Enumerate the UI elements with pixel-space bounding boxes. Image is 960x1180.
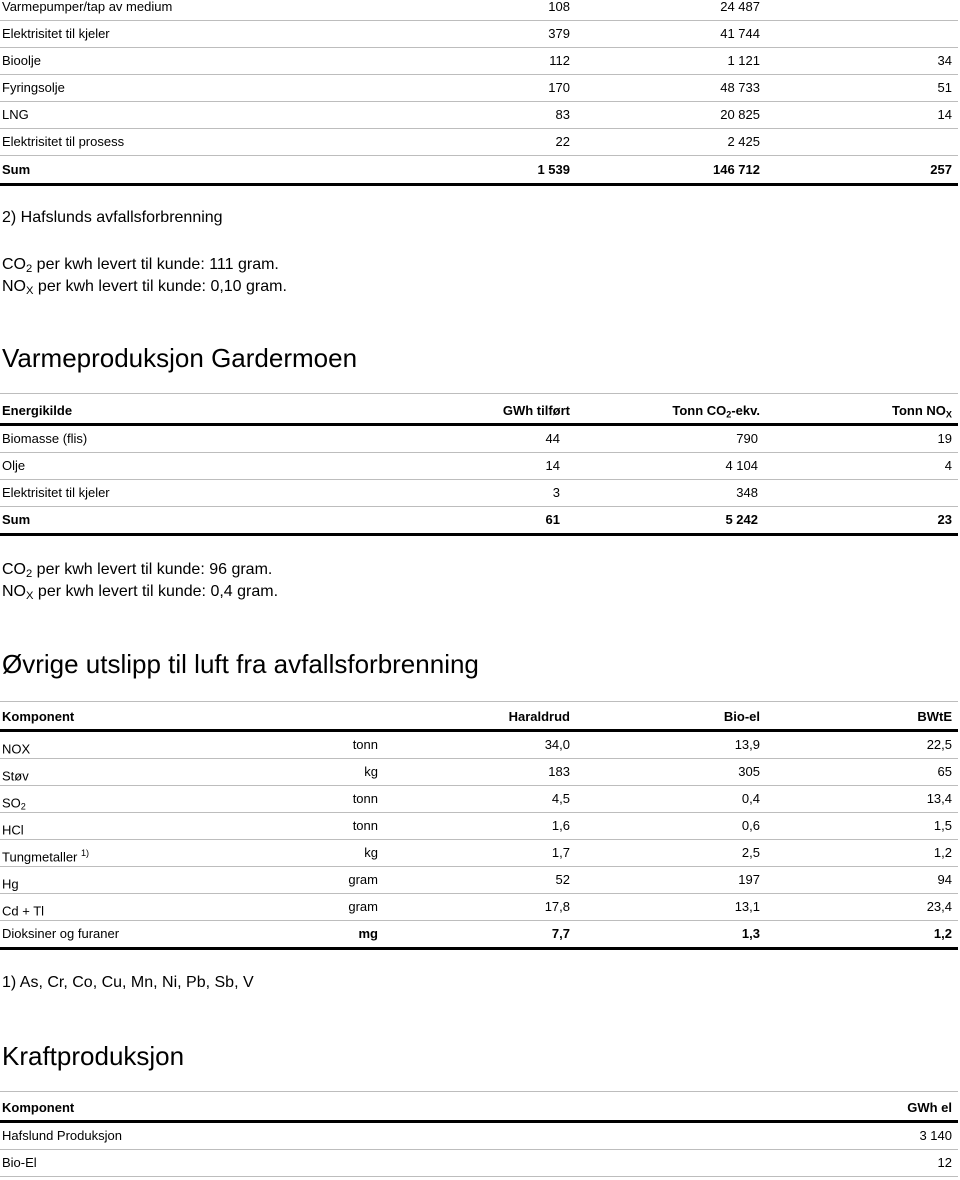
sum-row bbox=[0, 507, 958, 533]
cell-unit: tonn bbox=[352, 791, 378, 806]
header-top-rule bbox=[0, 701, 958, 702]
sum-bottom-rule bbox=[0, 533, 958, 536]
header-gwh-el: GWh el bbox=[907, 1100, 952, 1115]
row-label: Sum bbox=[2, 162, 31, 177]
footnote: 1) As, Cr, Co, Cu, Mn, Ni, Pb, Sb, V bbox=[2, 974, 254, 991]
sum-bottom-rule bbox=[0, 183, 958, 186]
cell-unit: mg bbox=[358, 926, 378, 941]
cell-bwte: 1,5 bbox=[933, 818, 952, 833]
header-bio-el: Bio-el bbox=[723, 709, 760, 724]
cell-nox: 257 bbox=[930, 162, 952, 177]
row-label: Tungmetaller $^{1)}$ bbox=[2, 848, 90, 865]
cell-unit: kg bbox=[364, 845, 378, 860]
cell-haraldrud: 183 bbox=[548, 764, 570, 779]
cell-co2: 41 744 bbox=[720, 26, 760, 41]
cell-bio-el: 2,5 bbox=[741, 845, 760, 860]
row-label: Bio-El bbox=[2, 1155, 37, 1170]
row-label: Cd + Tl bbox=[2, 903, 45, 919]
cell-unit: kg bbox=[364, 764, 378, 779]
sum-row bbox=[0, 157, 958, 183]
cell-co2: 1 121 bbox=[727, 53, 760, 68]
cell-gwh: 22 bbox=[555, 134, 570, 149]
table-header bbox=[0, 704, 958, 730]
header-bwte: BWtE bbox=[917, 709, 952, 724]
table-row bbox=[0, 453, 958, 479]
cell-bwte: 1,2 bbox=[933, 926, 952, 941]
cell-haraldrud: 7,7 bbox=[551, 926, 570, 941]
table-row-last bbox=[0, 921, 958, 947]
cell-bio-el: 0,4 bbox=[741, 791, 760, 806]
cell-co2: 790 bbox=[736, 431, 758, 446]
cell-co2: 4 104 bbox=[725, 458, 758, 473]
cell-nox: 23 bbox=[937, 512, 952, 527]
table-row bbox=[0, 894, 958, 920]
cell-nox: 14 bbox=[937, 107, 952, 122]
cell-bio-el: 305 bbox=[738, 764, 760, 779]
cell-bio-el: 197 bbox=[738, 872, 760, 887]
cell-haraldrud: 34,0 bbox=[544, 737, 570, 752]
nox-per-kwh-note: $NO_X$ per kwh levert til kunde: 0,4 gram. bbox=[2, 583, 279, 602]
cell-unit: gram bbox=[348, 899, 378, 914]
cell-unit: tonn bbox=[352, 737, 378, 752]
cell-nox: 4 bbox=[944, 458, 952, 473]
header-komponent: Komponent bbox=[2, 1100, 75, 1115]
cell-gwh: 44 bbox=[545, 431, 560, 446]
row-divider bbox=[0, 1176, 958, 1177]
table-row bbox=[0, 102, 958, 128]
cell-bwte: 13,4 bbox=[926, 791, 952, 806]
cell-haraldrud: 4,5 bbox=[551, 791, 570, 806]
cell-gwh-el: 3 140 bbox=[919, 1128, 952, 1143]
cell-gwh: 108 bbox=[548, 0, 570, 14]
table-row bbox=[0, 1150, 958, 1176]
row-label: $SO_2$ bbox=[2, 795, 26, 812]
header-gwh: GWh tilført bbox=[502, 403, 570, 418]
cell-haraldrud: 1,7 bbox=[551, 845, 570, 860]
cell-gwh: 170 bbox=[548, 80, 570, 95]
cell-gwh: 14 bbox=[545, 458, 560, 473]
cell-gwh: 61 bbox=[545, 512, 560, 527]
cell-bio-el: 13,9 bbox=[734, 737, 760, 752]
row-label: Hafslund Produksjon bbox=[2, 1128, 122, 1143]
cell-bio-el: 13,1 bbox=[734, 899, 760, 914]
note-title: 2) Hafslunds avfallsforbrenning bbox=[2, 209, 223, 226]
cell-bwte: 1,2 bbox=[933, 845, 952, 860]
row-label: Biomasse (flis) bbox=[2, 431, 88, 446]
cell-bwte: 94 bbox=[937, 872, 952, 887]
cell-co2: 146 712 bbox=[713, 162, 760, 177]
cell-co2: 348 bbox=[736, 485, 758, 500]
co2-per-kwh-note: $CO_2$ per kwh levert til kunde: 96 gram. bbox=[2, 561, 273, 580]
section-heading-kraft: Kraftproduksjon bbox=[2, 1041, 185, 1071]
cell-co2: 20 825 bbox=[720, 107, 760, 122]
cell-bwte: 65 bbox=[937, 764, 952, 779]
table-row bbox=[0, 786, 958, 812]
header-nox: Tonn $NO_X$ bbox=[892, 403, 952, 420]
table-bottom-rule bbox=[0, 947, 958, 950]
table-row bbox=[0, 1123, 958, 1149]
row-label: Olje bbox=[2, 458, 26, 473]
table-row bbox=[0, 867, 958, 893]
cell-nox: 19 bbox=[937, 431, 952, 446]
cell-gwh: 112 bbox=[549, 53, 570, 68]
cell-co2: 48 733 bbox=[720, 80, 760, 95]
table-header bbox=[0, 398, 958, 424]
cell-haraldrud: 52 bbox=[555, 872, 570, 887]
cell-bwte: 23,4 bbox=[926, 899, 952, 914]
table-row bbox=[0, 732, 958, 758]
table-row bbox=[0, 759, 958, 785]
nox-per-kwh-note: $NO_X$ per kwh levert til kunde: 0,10 gram. bbox=[2, 278, 287, 297]
cell-co2: 5 242 bbox=[725, 512, 758, 527]
row-label: Dioksiner og furaner bbox=[2, 926, 120, 941]
cell-unit: tonn bbox=[352, 818, 378, 833]
cell-nox: 51 bbox=[937, 80, 952, 95]
cell-gwh-el: 12 bbox=[937, 1155, 952, 1170]
cell-gwh: 3 bbox=[552, 485, 560, 500]
row-label: Støv bbox=[2, 768, 29, 784]
cell-gwh: 379 bbox=[548, 26, 570, 41]
table-row bbox=[0, 129, 958, 155]
row-label: Fyringsolje bbox=[2, 80, 65, 95]
table-row bbox=[0, 0, 958, 20]
table-row bbox=[0, 840, 958, 866]
table-header bbox=[0, 1095, 958, 1121]
table-row bbox=[0, 48, 958, 74]
cell-unit: gram bbox=[348, 872, 378, 887]
row-label: Elektrisitet til prosess bbox=[2, 134, 125, 149]
co2-per-kwh-note: $CO_2$ per kwh levert til kunde: 111 gram. bbox=[2, 256, 279, 275]
row-label: NOX bbox=[2, 741, 31, 757]
row-label: Sum bbox=[2, 512, 31, 527]
cell-co2: 24 487 bbox=[720, 0, 760, 14]
header-top-rule bbox=[0, 1091, 958, 1092]
row-label: Hg bbox=[2, 876, 19, 892]
row-divider bbox=[0, 155, 958, 156]
header-komponent: Komponent bbox=[2, 709, 75, 724]
row-label: LNG bbox=[2, 107, 29, 122]
cell-nox: 34 bbox=[937, 53, 952, 68]
cell-bio-el: 1,3 bbox=[741, 926, 760, 941]
header-co2: Tonn $CO_2$-ekv. bbox=[672, 403, 760, 420]
table-row bbox=[0, 813, 958, 839]
table-row bbox=[0, 426, 958, 452]
header-haraldrud: Haraldrud bbox=[508, 709, 570, 724]
header-energikilde: Energikilde bbox=[2, 403, 73, 418]
cell-haraldrud: 1,6 bbox=[551, 818, 570, 833]
table-row bbox=[0, 75, 958, 101]
header-top-rule bbox=[0, 393, 958, 394]
table-row bbox=[0, 21, 958, 47]
section-heading-gardermoen: Varmeproduksjon Gardermoen bbox=[2, 343, 358, 373]
row-label: Varmepumper/tap av medium bbox=[2, 0, 173, 14]
cell-gwh: 83 bbox=[555, 107, 570, 122]
table-row bbox=[0, 480, 958, 506]
cell-bio-el: 0,6 bbox=[741, 818, 760, 833]
cell-co2: 2 425 bbox=[727, 134, 760, 149]
cell-haraldrud: 17,8 bbox=[544, 899, 570, 914]
row-label: Bioolje bbox=[2, 53, 42, 68]
section-heading-ovrige: Øvrige utslipp til luft fra avfallsforbrenning bbox=[2, 649, 479, 679]
row-label: Elektrisitet til kjeler bbox=[2, 26, 110, 41]
row-label: HCl bbox=[2, 822, 24, 838]
row-label: Elektrisitet til kjeler bbox=[2, 485, 110, 500]
cell-bwte: 22,5 bbox=[926, 737, 952, 752]
cell-gwh: 1 539 bbox=[537, 162, 570, 177]
